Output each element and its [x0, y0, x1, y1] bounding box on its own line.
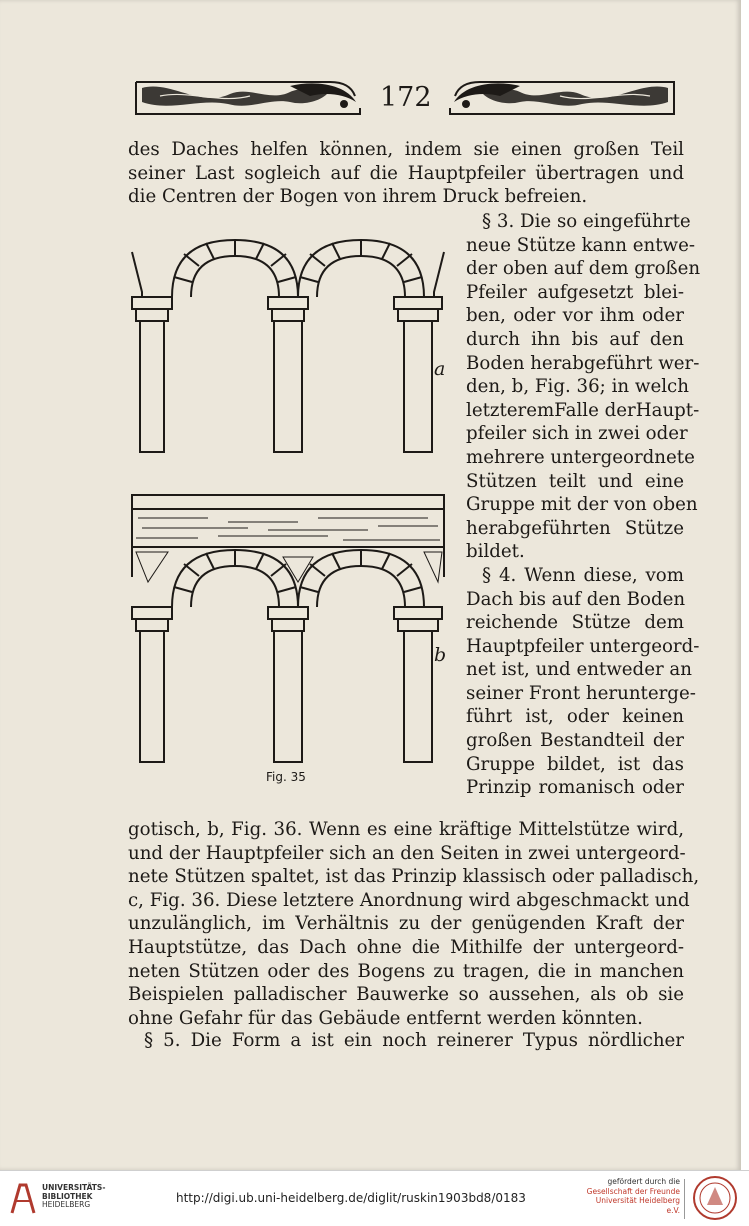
text-line: gotisch, b, Fig. 36. Wenn es eine kräftige Mittelstütze wird, — [128, 819, 684, 840]
figure-label-a: a — [434, 358, 446, 380]
paragraph-section-5 — [128, 1029, 684, 1053]
text-line: nete Stützen spaltet, ist das Prinzip klassisch oder palladisch, — [128, 866, 700, 888]
text-line: Prinzip romanisch oder — [466, 777, 684, 799]
text-line: bildet. — [466, 541, 525, 563]
permalink-url[interactable]: http://digi.ub.uni-heidelberg.de/diglit/ruskin1903bd8/0183 — [176, 1191, 526, 1205]
footer-divider — [684, 1179, 685, 1219]
text-line: mehrere untergeordnete — [466, 446, 695, 468]
text-line: ben, oder vor ihm oder — [466, 305, 684, 327]
text-line: Boden herabgeführt wer- — [466, 352, 700, 374]
text-line: herabgeführten Stütze — [466, 517, 684, 539]
sponsor-intro: gefördert durch die — [607, 1177, 680, 1186]
text-line: Hauptstütze, das Dach ohne die Mithilfe der untergeord- — [128, 936, 684, 958]
text-line: pfeiler sich in zwei oder — [466, 423, 688, 445]
sponsor-credit — [584, 1177, 680, 1215]
figure-arches — [128, 232, 448, 792]
page-number: 172 — [380, 82, 432, 113]
paragraph-top — [128, 138, 684, 209]
text-line: Hauptpfeiler untergeord- — [466, 635, 700, 657]
figure-caption: Fig. 35 — [266, 770, 306, 784]
text-line: neue Stütze kann entwe- — [466, 234, 695, 256]
text-line: net ist, und entweder an — [466, 659, 692, 681]
page-header-ornament — [130, 72, 680, 122]
text-line: seiner Front herunterge- — [466, 682, 696, 704]
library-name-line: HEIDELBERG — [42, 1200, 91, 1209]
text-line: den, b, Fig. 36; in welch — [466, 376, 689, 398]
university-seal-icon — [692, 1175, 738, 1221]
library-name-line: BIBLIOTHEK — [42, 1191, 93, 1201]
paragraph-wide — [128, 818, 700, 1030]
text-line: c, Fig. 36. Diese letztere Anordnung wird abgeschmackt und — [128, 889, 690, 911]
text-line: Gruppe bildet, ist das — [466, 753, 684, 775]
text-line: letzteremFalle derHaupt- — [466, 399, 700, 421]
text-line: neten Stützen oder des Bogens zu tragen, die in manchen — [128, 960, 684, 982]
text-line: seiner Last sogleich auf die Hauptpfeiler übertragen und — [128, 162, 684, 184]
library-name-line: UNIVERSITÄTS- — [42, 1183, 106, 1192]
text-line: die Centren der Bogen von ihrem Druck befreien. — [128, 186, 588, 208]
text-line: Pfeiler aufgesetzt blei- — [466, 281, 684, 303]
arch-diagram-a — [132, 240, 444, 452]
text-line: ohne Gefahr für das Gebäude entfernt werden könnten. — [128, 1007, 643, 1029]
text-line: der oben auf dem großen — [466, 258, 701, 280]
text-line: Gruppe mit der von oben — [466, 494, 698, 516]
arches-illustration — [128, 232, 448, 792]
text-line: unzulänglich, im Verhältnis zu der genügenden Kraft der — [128, 913, 684, 935]
text-line: des Daches helfen können, indem sie einen großen Teil — [128, 139, 684, 160]
text-line: reichende Stütze dem — [466, 612, 684, 634]
text-line: großen Bestandteil der — [466, 730, 684, 752]
text-line: Beispielen palladischer Bauwerke so aussehen, als ob sie — [128, 984, 684, 1006]
arch-diagram-b — [132, 495, 447, 762]
text-line: § 4. Wenn diese, vom — [482, 564, 684, 586]
text-line: Stützen teilt und eine — [466, 470, 684, 492]
figure-label-b: b — [434, 644, 447, 666]
text-line: Dach bis auf den Boden — [466, 588, 686, 610]
sponsor-org-line: Universität Heidelberg e.V. — [595, 1196, 680, 1215]
text-line: § 3. Die so eingeführte — [482, 211, 691, 232]
text-line: und der Hauptpfeiler sich an den Seiten in zwei untergeord- — [128, 842, 686, 864]
text-line: § 5. Die Form a ist ein noch reinerer Typus nördlicher — [144, 1030, 684, 1051]
sponsor-org-line: Gesellschaft der Freunde — [586, 1186, 680, 1196]
text-line: durch ihn bis auf den — [466, 328, 684, 350]
paragraph-side — [466, 210, 701, 800]
university-library-logo-icon — [8, 1179, 38, 1217]
text-line: führt ist, oder keinen — [466, 706, 684, 728]
library-name — [42, 1184, 105, 1210]
digitization-footer — [0, 1170, 749, 1226]
